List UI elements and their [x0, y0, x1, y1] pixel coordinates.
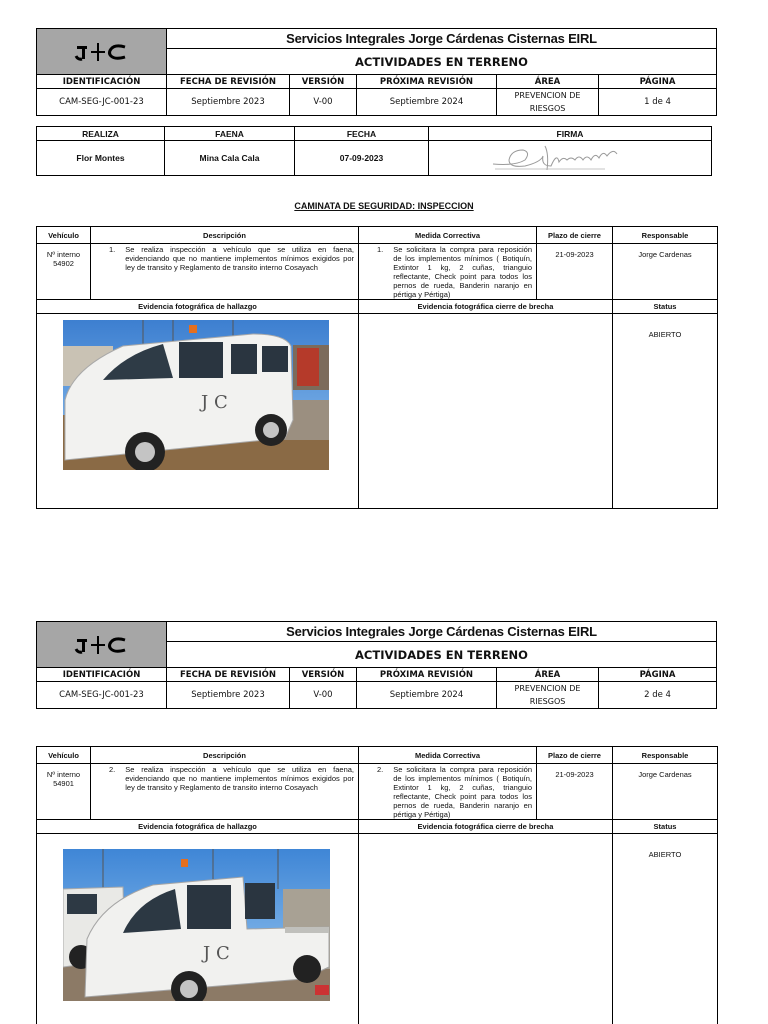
header-faena: FAENA [165, 127, 295, 141]
signature-cell [429, 141, 712, 176]
measure-text: Se solicitara la compra para reposición de los implementos mínimos ( Botiquín, Extintor 1 kg, 2 cuñas, trianguio reflectante, Check point para todos los pernos de rueda, Banderin naranjo en pértiga y Pértiga) [393, 245, 532, 299]
description-cell [91, 244, 359, 300]
label-version: VERSIÓN [290, 75, 357, 89]
company-logo [37, 622, 167, 668]
deadline-value: 21-09-2023 [537, 244, 613, 300]
svg-text:J C: J C [201, 392, 228, 413]
evidence-photo-pickup [63, 849, 330, 1001]
header-responsable: Responsable [613, 747, 718, 764]
deadline-value: 21-09-2023 [537, 764, 613, 820]
label-version: VERSIÓN [290, 668, 357, 682]
header-descripcion: Descripción [91, 227, 359, 244]
header-medida-correctiva: Medida Correctiva [359, 227, 537, 244]
jc-logo-icon [71, 41, 133, 63]
value-pagina: 1 de 4 [599, 89, 717, 116]
status-value: ABIERTO [613, 314, 718, 509]
closure-photo-cell [359, 834, 613, 1024]
header-evidencia-cierre: Evidencia fotográfica cierre de brecha [359, 300, 613, 314]
value-proxima-revision: Septiembre 2024 [357, 682, 497, 709]
header-status: Status [613, 300, 718, 314]
header-evidencia-hallazgo: Evidencia fotográfica de hallazgo [37, 300, 359, 314]
company-name: Servicios Integrales Jorge Cárdenas Cisternas EIRL [167, 29, 717, 49]
jc-logo-icon [71, 634, 133, 656]
value-pagina: 2 de 4 [599, 682, 717, 709]
responsible-value: Jorge Cardenas [613, 244, 718, 300]
value-area: PREVENCION DE RIESGOS [497, 682, 599, 709]
header-firma: FIRMA [429, 127, 712, 141]
measure-text: Se solicitara la compra para reposición de los implementos mínimos ( Botiquín, Extintor 1 kg, 2 cuñas, trianguio reflectante, Check point para todos los pernos de rueda, Banderin naranjo en pértiga y Pértiga) [393, 765, 532, 819]
description-number: 1. [109, 245, 116, 254]
section-title: CAMINATA DE SEGURIDAD: INSPECCION [294, 201, 474, 211]
value-proxima-revision: Septiembre 2024 [357, 89, 497, 116]
value-identificacion: CAM-SEG-JC-001-23 [37, 89, 167, 116]
header-vehiculo: Vehículo [37, 747, 91, 764]
header-plazo-cierre: Plazo de cierre [537, 747, 613, 764]
description-text: Se realiza inspección a vehículo que se utiliza en faena, evidenciando que no mantiene implementos mínimos exigidos por ley de transito y Reglamento de transito interno Cosayach [125, 245, 354, 272]
company-logo [37, 29, 167, 75]
measure-cell [359, 764, 537, 820]
value-realiza: Flor Montes [37, 141, 165, 176]
value-version: V-00 [290, 682, 357, 709]
description-text: Se realiza inspección a vehículo que se utiliza en faena, evidenciando que no mantiene implementos mínimos exigidos por ley de transito y Reglamento de transito interno Cosayach [125, 765, 354, 792]
value-fecha-revision: Septiembre 2023 [167, 89, 290, 116]
header-descripcion: Descripción [91, 747, 359, 764]
label-pagina: PÁGINA [599, 668, 717, 682]
value-faena: Mina Cala Cala [165, 141, 295, 176]
value-area: PREVENCION DE RIESGOS [497, 89, 599, 116]
value-fecha-revision: Septiembre 2023 [167, 682, 290, 709]
value-version: V-00 [290, 89, 357, 116]
label-area: ÁREA [497, 75, 599, 89]
label-area: ÁREA [497, 668, 599, 682]
header-evidencia-hallazgo: Evidencia fotográfica de hallazgo [37, 820, 359, 834]
label-fecha-revision: FECHA DE REVISIÓN [167, 668, 290, 682]
document-header-1 [36, 28, 717, 116]
header-status: Status [613, 820, 718, 834]
value-identificacion: CAM-SEG-JC-001-23 [37, 682, 167, 709]
closure-photo-cell [359, 314, 613, 509]
label-identificacion: IDENTIFICACIÓN [37, 75, 167, 89]
vehicle-id: Nº interno 54902 [37, 244, 91, 300]
header-fecha: FECHA [295, 127, 429, 141]
header-responsable: Responsable [613, 227, 718, 244]
header-evidencia-cierre: Evidencia fotográfica cierre de brecha [359, 820, 613, 834]
vehicle-id: Nº interno 54901 [37, 764, 91, 820]
document-subtitle: ACTIVIDADES EN TERRENO [167, 49, 717, 75]
description-cell [91, 764, 359, 820]
evidence-photo-van [63, 320, 329, 470]
realiza-table [36, 126, 712, 176]
measure-number: 1. [377, 245, 384, 254]
signature-image [485, 142, 655, 172]
label-pagina: PÁGINA [599, 75, 717, 89]
header-realiza: REALIZA [37, 127, 165, 141]
label-proxima-revision: PRÓXIMA REVISIÓN [357, 75, 497, 89]
label-fecha-revision: FECHA DE REVISIÓN [167, 75, 290, 89]
header-plazo-cierre: Plazo de cierre [537, 227, 613, 244]
description-number: 2. [109, 765, 116, 774]
measure-cell [359, 244, 537, 300]
measure-number: 2. [377, 765, 384, 774]
header-vehiculo: Vehículo [37, 227, 91, 244]
responsible-value: Jorge Cardenas [613, 764, 718, 820]
header-medida-correctiva: Medida Correctiva [359, 747, 537, 764]
label-identificacion: IDENTIFICACIÓN [37, 668, 167, 682]
document-subtitle: ACTIVIDADES EN TERRENO [167, 642, 717, 668]
document-header-2 [36, 621, 717, 709]
label-proxima-revision: PRÓXIMA REVISIÓN [357, 668, 497, 682]
status-value: ABIERTO [613, 834, 718, 1024]
company-name: Servicios Integrales Jorge Cárdenas Cisternas EIRL [167, 622, 717, 642]
svg-text:J C: J C [203, 943, 230, 964]
value-fecha: 07-09-2023 [295, 141, 429, 176]
